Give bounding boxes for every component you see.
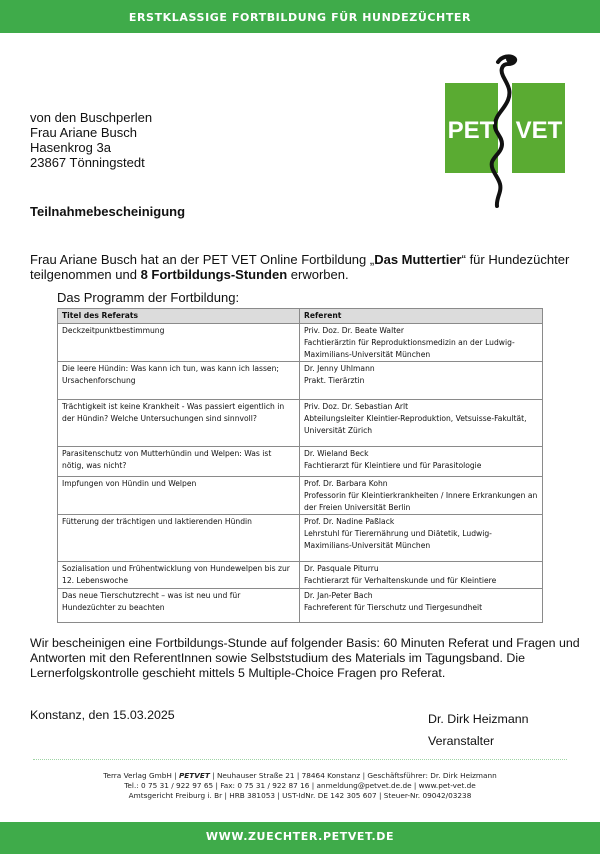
table-row — [58, 324, 543, 362]
talk-title: Fütterung der trächtigen und laktierenden Hündin — [58, 515, 300, 562]
document-title: Teilnahmebescheinigung — [30, 204, 186, 219]
intro-paragraph — [30, 252, 580, 282]
speaker-cell — [300, 362, 543, 400]
header-band — [0, 0, 600, 33]
footer-divider — [33, 759, 567, 760]
intro-text: Frau Ariane Busch hat an der PET VET Online Fortbildung „ — [30, 252, 375, 267]
address-line: Frau Ariane Busch — [30, 125, 137, 140]
table-row — [58, 400, 543, 447]
program-label: Das Programm der Fortbildung: — [57, 290, 240, 305]
company-footer — [0, 771, 600, 801]
talk-title: Das neue Tierschutzrecht – was ist neu und für Hundezüchter zu beachten — [58, 589, 300, 623]
snake-head — [506, 55, 514, 63]
speaker-name: Dr. Wieland Beck — [304, 449, 369, 458]
table-row — [58, 362, 543, 400]
table-header-row — [58, 309, 543, 324]
speaker-role: Fachtierarzt für Kleintiere und für Parasitologie — [304, 461, 482, 470]
course-name: Das Muttertier — [374, 252, 462, 267]
speaker-name: Dr. Jan-Peter Bach — [304, 591, 373, 600]
footer-text: | Neuhauser Straße 21 | 78464 Konstanz | Geschäftsführer: Dr. Dirk Heizmann — [209, 771, 497, 780]
speaker-cell — [300, 477, 543, 515]
speaker-cell — [300, 562, 543, 589]
table-row — [58, 447, 543, 477]
speaker-name: Dr. Jenny Uhlmann — [304, 364, 375, 373]
speaker-role: Prakt. Tierärztin — [304, 376, 365, 385]
table-row — [58, 589, 543, 623]
column-header-speaker: Referent — [300, 309, 543, 324]
footer-legal-line: Amtsgericht Freiburg i. Br | HRB 381053 | UST-IdNr. DE 142 305 607 | Steuer-Nr. 09042/03238 — [128, 791, 472, 800]
speaker-cell — [300, 400, 543, 447]
header-band-text: ERSTKLASSIGE FORTBILDUNG FÜR HUNDEZÜCHTER — [128, 11, 472, 24]
speaker-role: Professorin für Kleintierkrankheiten / Innere Erkrankungen an der Freien Universität Berlin — [304, 491, 538, 512]
table-row — [58, 562, 543, 589]
basis-paragraph: Wir bescheinigen eine Fortbildungs-Stunde auf folgender Basis: 60 Minuten Referat und Fragen und Antworten mit den ReferentInnen sowie Selbststudium des Materials im Tagungsband. Die Lernerfolgskontrolle geschieht mittels 5 Multiple-Choice Fragen pro Referat. — [30, 636, 580, 680]
address-line: Hasenkrog 3a — [30, 140, 111, 155]
table-row — [58, 515, 543, 562]
address-line: 23867 Tönningstedt — [30, 155, 145, 170]
footer-text: Terra Verlag GmbH | — [103, 771, 179, 780]
intro-text: erworben. — [287, 267, 349, 282]
snake-staff-icon — [492, 56, 515, 206]
petvet-logo — [440, 52, 570, 208]
speaker-name: Prof. Dr. Nadine Paßlack — [304, 517, 395, 526]
signer-name: Dr. Dirk Heizmann — [428, 712, 529, 726]
speaker-name: Prof. Dr. Barbara Kohn — [304, 479, 388, 488]
talk-title: Deckzeitpunktbestimmung — [58, 324, 300, 362]
speaker-role: Abteilungsleiter Kleintier-Reproduktion, Vetsuisse-Fakultät, Universität Zürich — [304, 414, 527, 435]
talk-title: Trächtigkeit ist keine Krankheit - Was passiert eigentlich in der Hündin? Welche Untersuchungen sind sinnvoll? — [58, 400, 300, 447]
table-row — [58, 477, 543, 515]
talk-title: Impfungen von Hündin und Welpen — [58, 477, 300, 515]
speaker-role: Fachtierärztin für Reproduktionsmedizin an der Ludwig-Maximilians-Universität München — [304, 338, 515, 359]
logo-vet-text: VET — [515, 117, 563, 144]
talk-title: Die leere Hündin: Was kann ich tun, was kann ich lassen; Ursachenforschung — [58, 362, 300, 400]
recipient-address — [30, 110, 152, 170]
speaker-role: Fachtierarzt für Verhaltenskunde und für Kleintiere — [304, 576, 497, 585]
logo-pet-text: PET — [447, 117, 495, 144]
address-line: von den Buschperlen — [30, 110, 153, 125]
intro-text: “ für Hundezüchter teilgenommen und — [30, 252, 570, 282]
speaker-cell — [300, 515, 543, 562]
talk-title: Parasitenschutz von Mutterhündin und Welpen: Was ist nötig, was nicht? — [58, 447, 300, 477]
place-date: Konstanz, den 15.03.2025 — [30, 708, 175, 722]
speaker-name: Priv. Doz. Dr. Sebastian Arlt — [304, 402, 409, 411]
logo-graphic — [440, 52, 570, 208]
footer-band-url[interactable]: WWW.ZUECHTER.PETVET.DE — [205, 830, 395, 843]
footer-contact-line: Tel.: 0 75 31 / 922 97 65 | Fax: 0 75 31 / 922 87 16 | anmeldung@petvet.de.de | www.pet-vet.de — [124, 781, 476, 790]
program-table — [57, 308, 543, 623]
speaker-role: Fachreferent für Tierschutz und Tiergesundheit — [304, 603, 483, 612]
speaker-cell — [300, 589, 543, 623]
speaker-role: Lehrstuhl für Tierernährung und Diätetik, Ludwig-Maximilians-Universität München — [304, 529, 492, 550]
footer-brand: PETVET — [178, 771, 210, 780]
signer-role: Veranstalter — [428, 734, 495, 748]
speaker-cell — [300, 324, 543, 362]
speaker-name: Priv. Doz. Dr. Beate Walter — [304, 326, 404, 335]
hours-earned: 8 Fortbildungs-Stunden — [140, 267, 288, 282]
signature-block — [428, 708, 529, 752]
speaker-name: Dr. Pasquale Piturru — [304, 564, 379, 573]
speaker-cell — [300, 447, 543, 477]
footer-line — [0, 771, 600, 781]
column-header-title: Titel des Referats — [58, 309, 300, 324]
footer-band — [0, 822, 600, 854]
talk-title: Sozialisation und Frühentwicklung von Hundewelpen bis zur 12. Lebenswoche — [58, 562, 300, 589]
